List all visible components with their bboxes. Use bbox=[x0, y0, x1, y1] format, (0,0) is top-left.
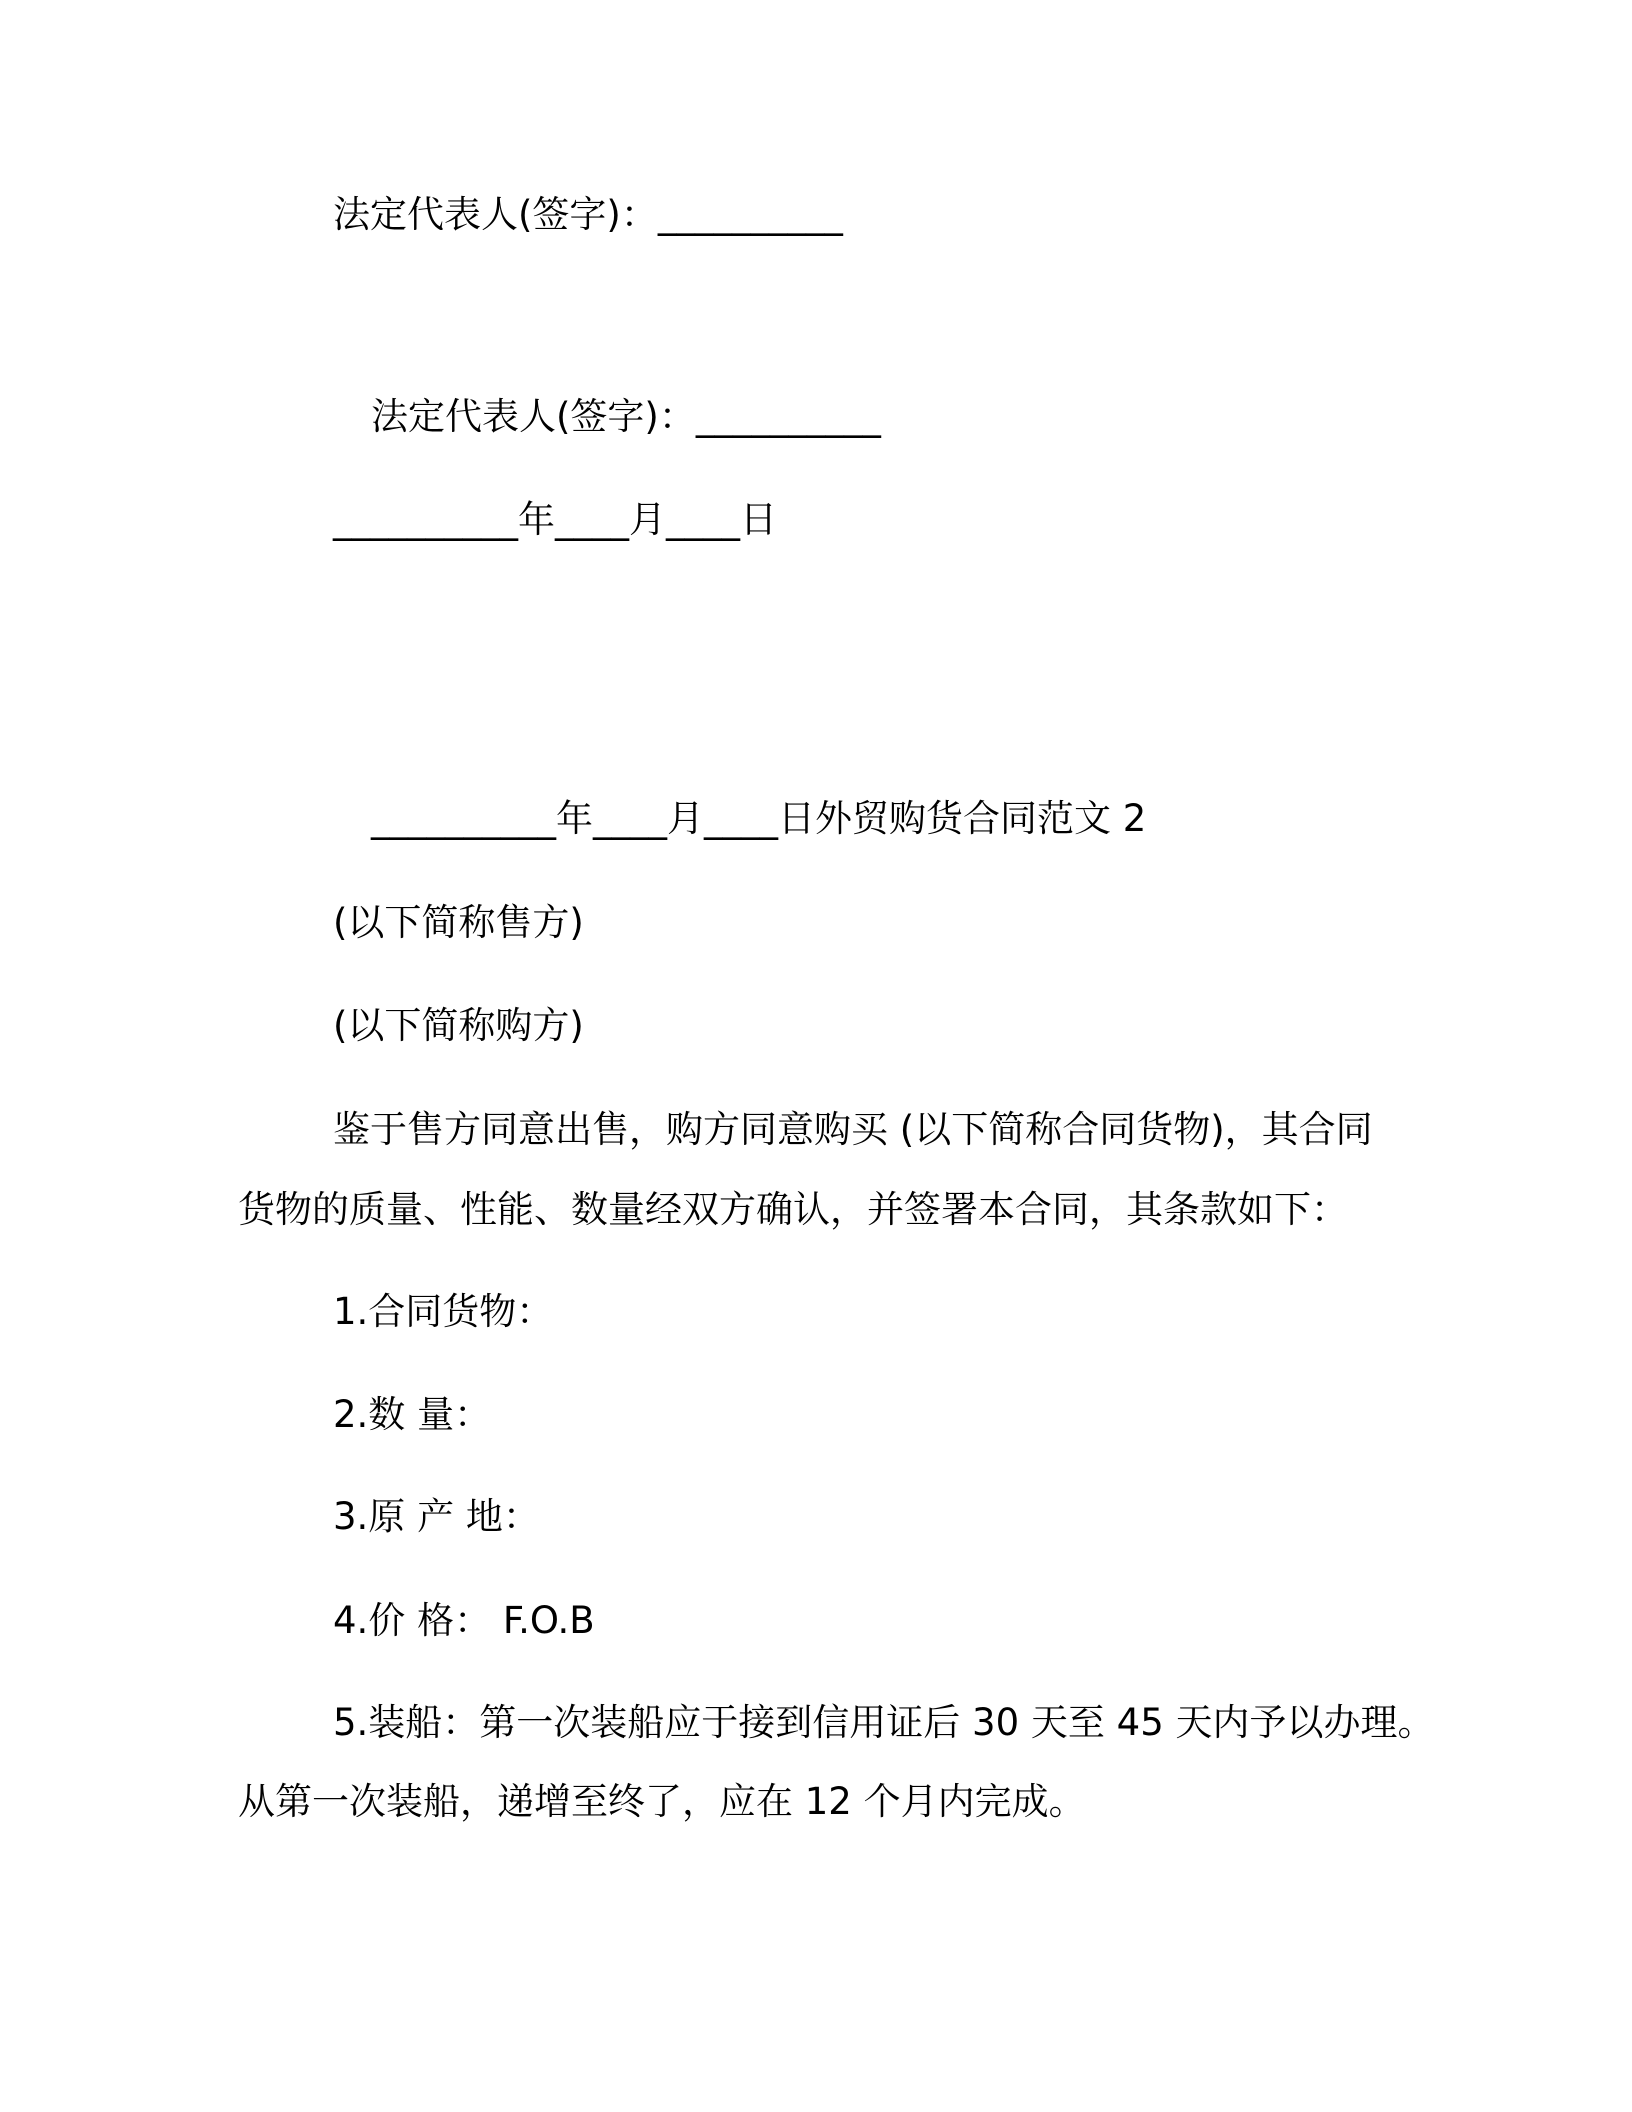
signature-line-1: 法定代表人(签字)：__________ bbox=[333, 193, 843, 236]
date-line-1: __________年____月____日 bbox=[333, 498, 777, 541]
contract-title: __________年____月____日外贸购货合同范文 2 bbox=[371, 797, 1147, 840]
preamble-line-2: 货物的质量、性能、数量经双方确认，并签署本合同，其条款如下： bbox=[238, 1188, 1348, 1231]
seller-line: (以下简称售方) bbox=[333, 901, 584, 944]
clause-4: 4.价 格： F.O.B bbox=[333, 1599, 595, 1642]
clause-1: 1.合同货物： bbox=[333, 1290, 554, 1333]
clause-5-line-1: 5.装船：第一次装船应于接到信用证后 30 天至 45 天内予以办理。 bbox=[333, 1701, 1435, 1744]
signature-line-2: 法定代表人(签字)：__________ bbox=[371, 395, 881, 438]
clause-3: 3.原 产 地： bbox=[333, 1495, 540, 1538]
clause-2: 2.数 量： bbox=[333, 1393, 492, 1436]
buyer-line: (以下简称购方) bbox=[333, 1004, 584, 1047]
preamble-line-1: 鉴于售方同意出售，购方同意购买 (以下简称合同货物)，其合同 bbox=[333, 1108, 1373, 1151]
clause-5-line-2: 从第一次装船，递增至终了，应在 12 个月内完成。 bbox=[238, 1780, 1086, 1823]
